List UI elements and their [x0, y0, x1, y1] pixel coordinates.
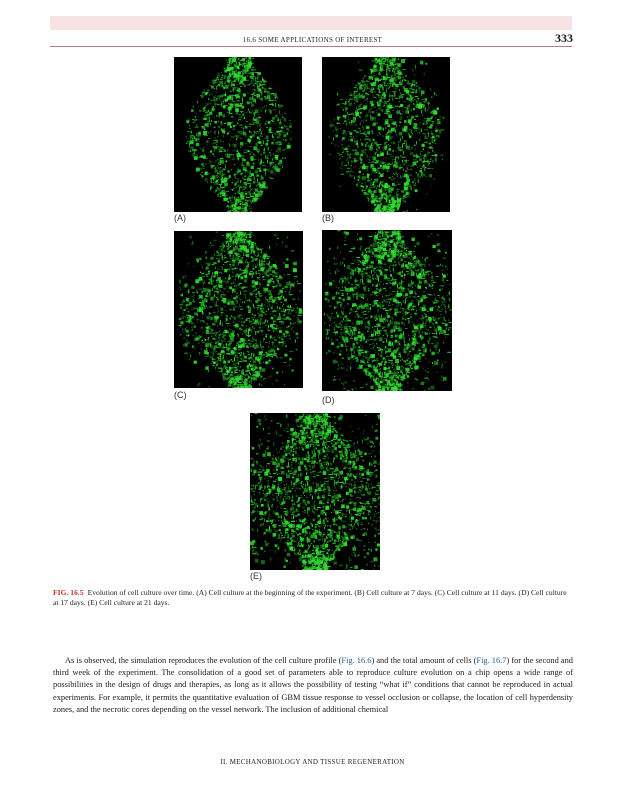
running-head: 16.6 SOME APPLICATIONS OF INTEREST: [242, 36, 383, 44]
body-text-part-1: As is observed, the simulation reproduces the evolution of the cell culture profile (: [65, 656, 342, 665]
figure-reference-link[interactable]: Fig. 16.6: [341, 656, 372, 665]
micrograph-b: [322, 57, 450, 212]
body-paragraph: [53, 655, 573, 716]
panel-label-b: (B): [322, 213, 334, 223]
figure-caption: [53, 588, 573, 608]
body-text-part-3: ) for the second and third week of the experiment. The consolidation of a good set of parameters able to reproduce culture evolution on a chip opens a wide range of possibilities in the design of drugs and therapies, as long as it allows the possibility of testing “what if” conditions that cannot be reproduced in actual experiments. For example, it permits the quantitative evaluation of GBM tissue response to vessel occlusion or collapse, the location of cell hyperdensity zones, and the necrotic cores depending on the vessel network. The inclusion of additional chemical: [53, 656, 573, 714]
micrograph-e: [250, 413, 380, 570]
figure-reference-link[interactable]: Fig. 16.7: [476, 656, 507, 665]
figure-caption-text: Evolution of cell culture over time. (A) Cell culture at the beginning of the experiment. (B) Cell culture at 7 days. (C) Cell culture at 11 days. (D) Cell culture at 17 days. (E) Cell culture at 21 days.: [53, 588, 567, 607]
figure-panel-a: [174, 57, 302, 212]
page-number: 333: [555, 31, 573, 45]
figure-caption-label: FIG. 16.5: [53, 588, 84, 597]
micrograph-a: [174, 57, 302, 212]
panel-label-c: (C): [174, 390, 187, 400]
figure-panel-e: [250, 413, 380, 570]
panel-label-e: (E): [250, 571, 262, 581]
panel-label-d: (D): [322, 395, 335, 405]
figure-panel-c: [174, 231, 303, 388]
figure-panel-d: [322, 230, 452, 391]
panel-label-a: (A): [174, 213, 186, 223]
micrograph-d: [322, 230, 452, 391]
header-band: [50, 16, 572, 30]
figure-panel-b: [322, 57, 450, 212]
header-rule: [50, 46, 572, 47]
body-text-part-2: ) and the total amount of cells (: [371, 656, 477, 665]
page-footer: II. MECHANOBIOLOGY AND TISSUE REGENERATION: [220, 758, 405, 766]
micrograph-c: [174, 231, 303, 388]
